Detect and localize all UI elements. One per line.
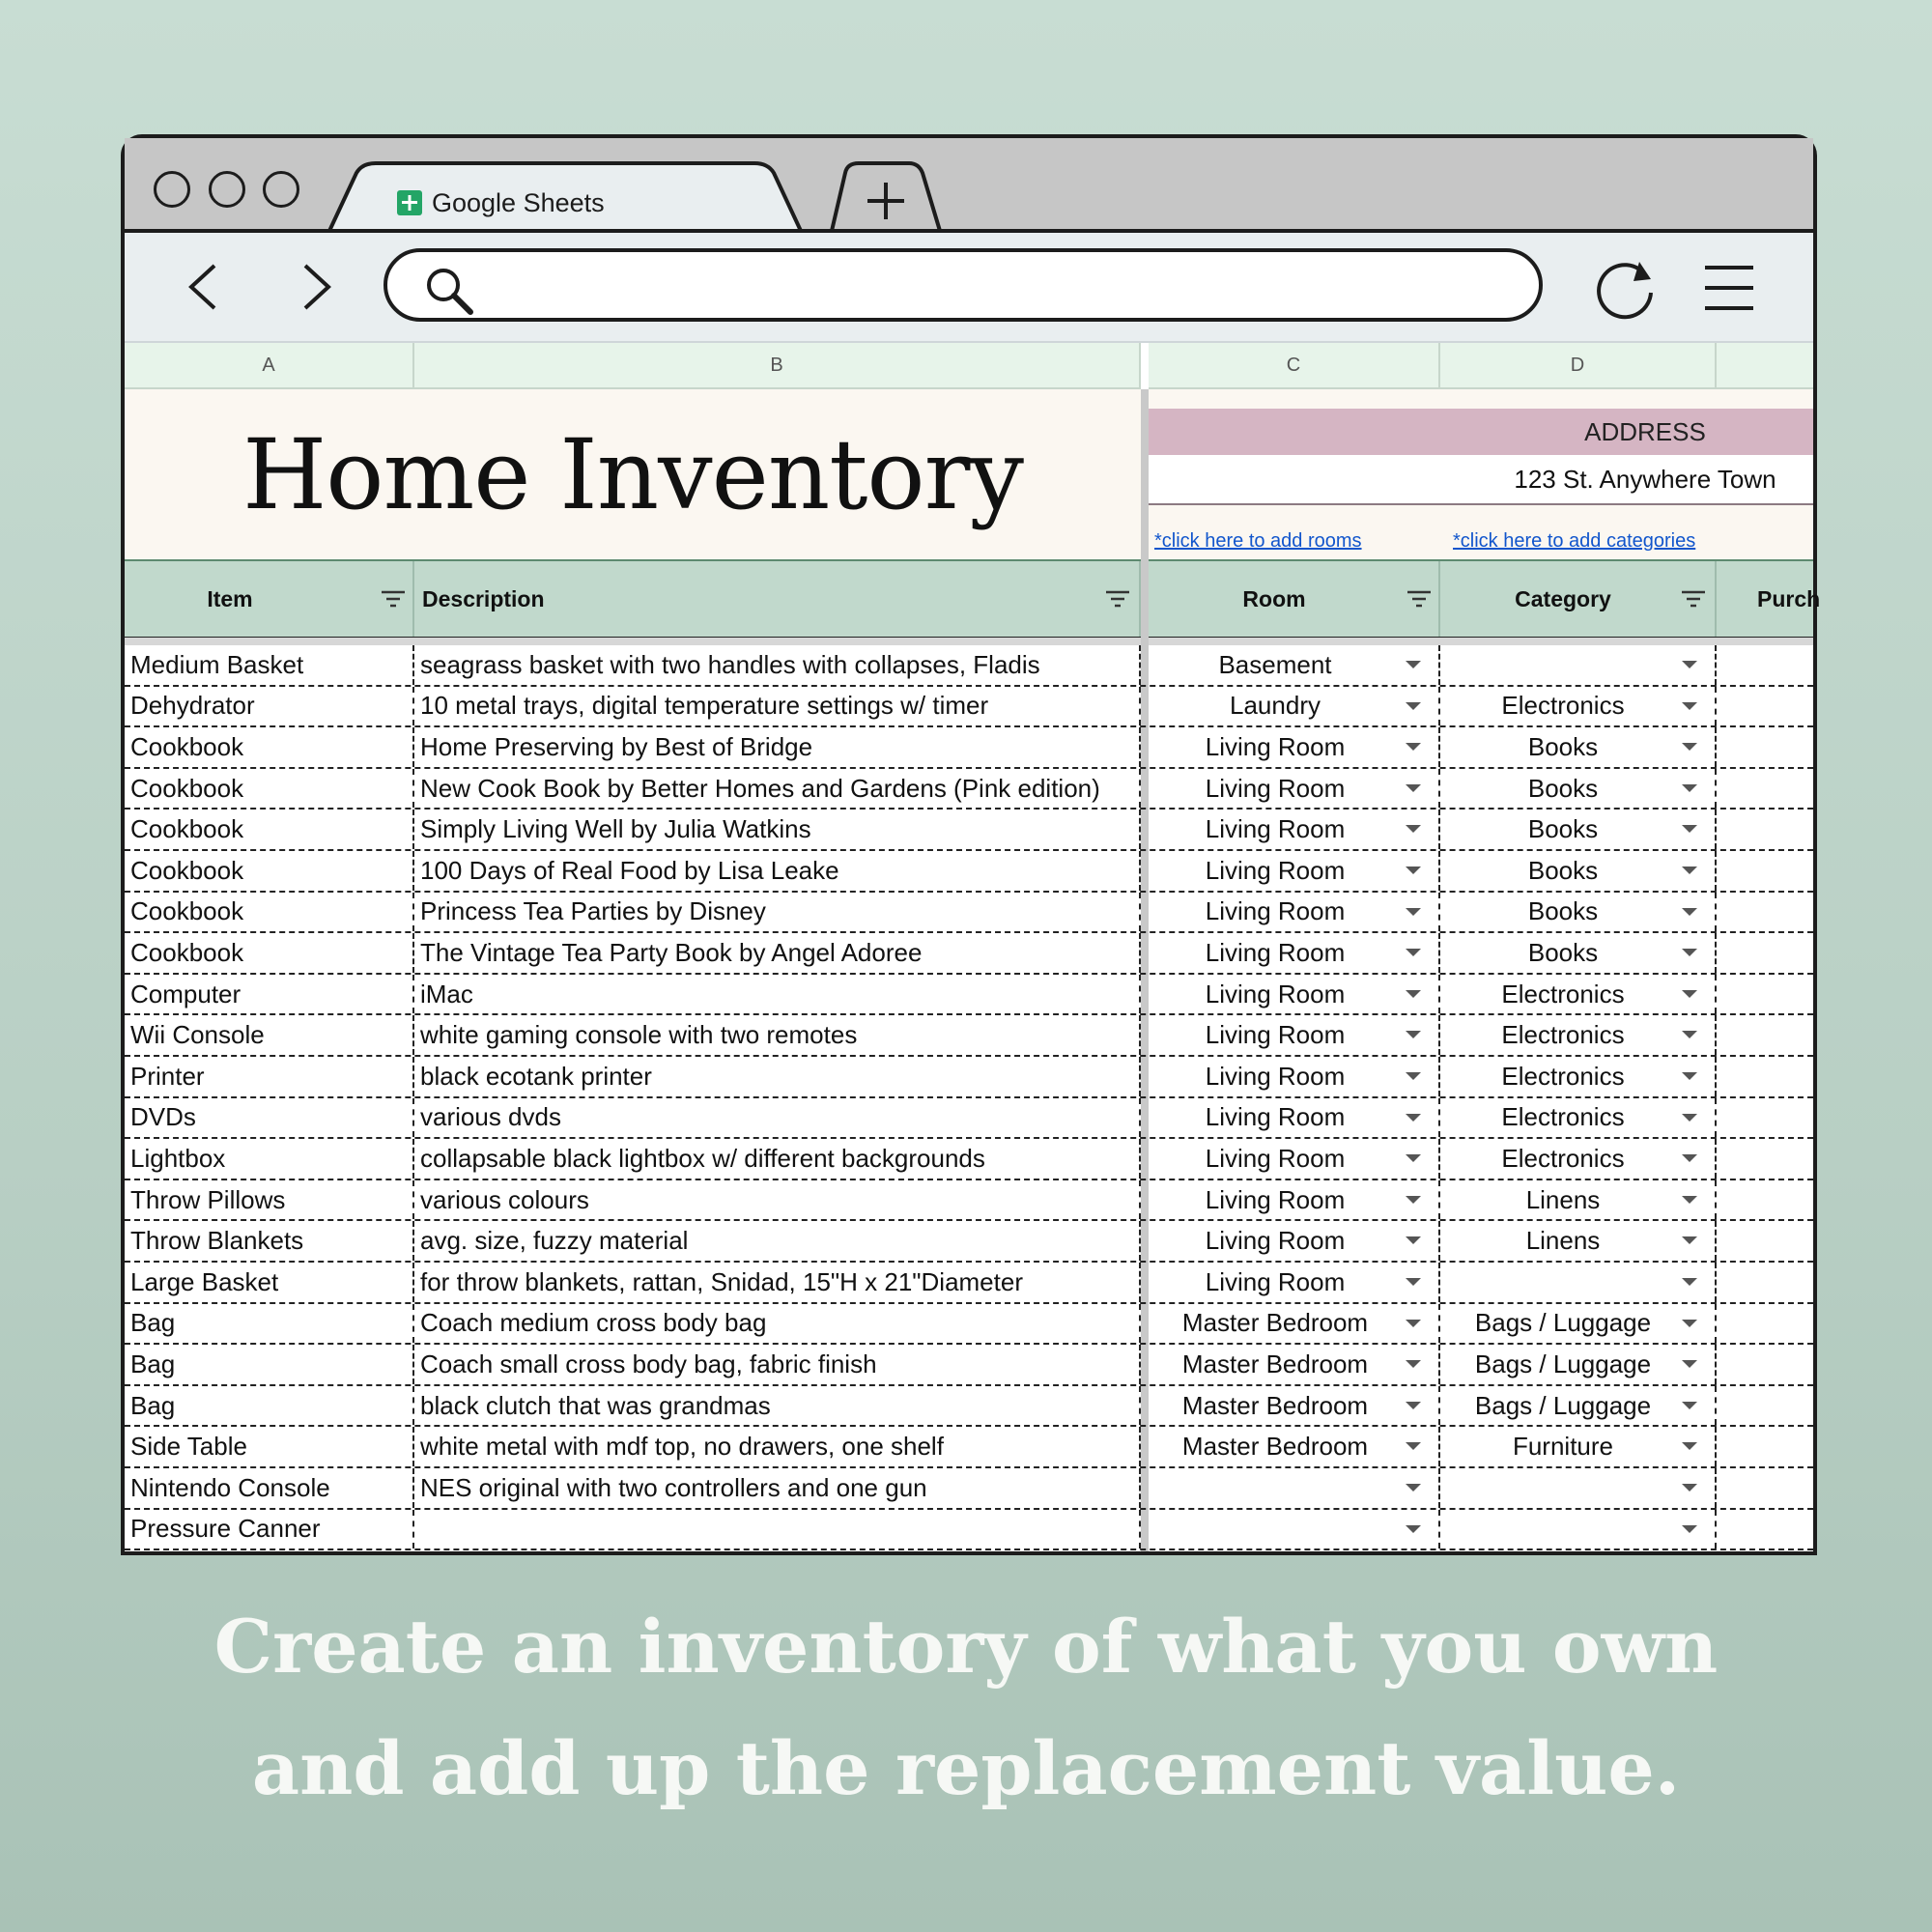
dropdown-caret-icon[interactable] — [1406, 825, 1421, 833]
purchase-cell[interactable] — [1717, 1386, 1813, 1426]
description-cell[interactable]: NES original with two controllers and one gun — [414, 1468, 1141, 1508]
table-row — [125, 687, 1813, 728]
item-cell[interactable]: Large Basket — [125, 1263, 414, 1302]
table-row — [125, 769, 1813, 810]
table-row — [125, 1098, 1813, 1140]
dropdown-caret-icon[interactable] — [1406, 661, 1421, 668]
category-dropdown[interactable]: Linens — [1440, 1221, 1717, 1261]
purchase-cell[interactable] — [1717, 1263, 1813, 1302]
dropdown-caret-icon[interactable] — [1406, 1154, 1421, 1162]
category-dropdown[interactable]: Bags / Luggage — [1440, 1386, 1717, 1426]
dropdown-caret-icon[interactable] — [1682, 743, 1697, 751]
category-dropdown[interactable]: Books — [1440, 851, 1717, 891]
room-dropdown[interactable]: Living Room — [1149, 893, 1440, 932]
purchase-cell[interactable] — [1717, 645, 1813, 685]
dropdown-caret-icon[interactable] — [1682, 784, 1697, 792]
purchase-cell[interactable] — [1717, 933, 1813, 973]
item-cell[interactable]: Printer — [125, 1057, 414, 1096]
menu-icon[interactable] — [1701, 260, 1757, 316]
description-cell[interactable]: white metal with mdf top, no drawers, one shelf — [414, 1427, 1141, 1466]
dropdown-caret-icon[interactable] — [1406, 702, 1421, 710]
purchase-cell[interactable] — [1717, 893, 1813, 932]
table-row — [125, 810, 1813, 851]
room-dropdown[interactable] — [1149, 1510, 1440, 1549]
description-cell[interactable]: white gaming console with two remotes — [414, 1015, 1141, 1055]
address-block — [1149, 389, 1813, 559]
purchase-cell[interactable] — [1717, 1304, 1813, 1344]
category-dropdown[interactable]: Bags / Luggage — [1440, 1345, 1717, 1384]
tagline-line-1: Create an inventory of what you own — [213, 1604, 1719, 1690]
dropdown-caret-icon[interactable] — [1682, 949, 1697, 956]
address-label: ADDRESS — [1584, 416, 1706, 446]
back-arrow-icon[interactable] — [178, 256, 236, 318]
table-header-row — [125, 559, 1821, 639]
description-cell[interactable] — [414, 1510, 1141, 1549]
purchase-cell[interactable] — [1717, 727, 1813, 767]
header-purchase[interactable] — [1717, 561, 1821, 637]
spreadsheet — [125, 343, 1821, 1551]
table-row — [125, 1345, 1813, 1386]
room-dropdown[interactable]: Living Room — [1149, 1015, 1440, 1055]
item-cell[interactable]: Bag — [125, 1304, 414, 1344]
category-dropdown[interactable]: Books — [1440, 893, 1717, 932]
dropdown-caret-icon[interactable] — [1682, 825, 1697, 833]
description-cell[interactable]: Home Preserving by Best of Bridge — [414, 727, 1141, 767]
reload-icon[interactable] — [1591, 254, 1659, 322]
item-cell[interactable]: Cookbook — [125, 893, 414, 932]
table-row — [125, 893, 1813, 934]
add-rooms-link[interactable]: *click here to add rooms — [1154, 530, 1362, 552]
room-dropdown[interactable]: Living Room — [1149, 1057, 1440, 1096]
purchase-cell[interactable] — [1717, 1427, 1813, 1466]
table-row — [125, 1015, 1813, 1057]
room-dropdown[interactable]: Living Room — [1149, 1263, 1440, 1302]
table-row — [125, 1180, 1813, 1222]
table-row — [125, 1510, 1813, 1551]
description-cell[interactable]: iMac — [414, 975, 1141, 1014]
dropdown-caret-icon[interactable] — [1406, 1114, 1421, 1122]
dropdown-caret-icon[interactable] — [1406, 990, 1421, 998]
window-control-close[interactable] — [154, 171, 190, 208]
header-description-label: Description — [422, 585, 545, 611]
header-item[interactable] — [125, 561, 414, 637]
new-tab-button[interactable] — [828, 161, 944, 233]
header-description[interactable] — [414, 561, 1141, 637]
dropdown-caret-icon[interactable] — [1682, 1196, 1697, 1204]
dropdown-caret-icon[interactable] — [1682, 1236, 1697, 1244]
purchase-cell[interactable] — [1717, 810, 1813, 849]
room-dropdown[interactable]: Living Room — [1149, 727, 1440, 767]
item-cell[interactable]: Throw Blankets — [125, 1221, 414, 1261]
item-cell[interactable]: Throw Pillows — [125, 1180, 414, 1220]
room-dropdown[interactable]: Living Room — [1149, 769, 1440, 809]
room-dropdown[interactable]: Living Room — [1149, 1221, 1440, 1261]
description-cell[interactable]: Princess Tea Parties by Disney — [414, 893, 1141, 932]
item-cell[interactable]: Cookbook — [125, 810, 414, 849]
category-dropdown[interactable]: Electronics — [1440, 1015, 1717, 1055]
dropdown-caret-icon[interactable] — [1406, 867, 1421, 874]
room-dropdown[interactable]: Living Room — [1149, 851, 1440, 891]
purchase-cell[interactable] — [1717, 1098, 1813, 1138]
sheets-icon — [397, 190, 422, 215]
dropdown-caret-icon[interactable] — [1406, 1402, 1421, 1409]
column-header-b[interactable]: B — [414, 343, 1141, 389]
table-row — [125, 1386, 1813, 1428]
category-dropdown[interactable] — [1440, 1468, 1717, 1508]
room-dropdown[interactable]: Laundry — [1149, 687, 1440, 726]
dropdown-caret-icon[interactable] — [1406, 743, 1421, 751]
category-dropdown[interactable] — [1440, 1263, 1717, 1302]
purchase-cell[interactable] — [1717, 769, 1813, 809]
dropdown-caret-icon[interactable] — [1406, 1525, 1421, 1533]
plus-icon — [867, 183, 904, 219]
room-dropdown[interactable] — [1149, 1468, 1440, 1508]
dropdown-caret-icon[interactable] — [1682, 661, 1697, 668]
dropdown-caret-icon[interactable] — [1682, 702, 1697, 710]
header-item-label: Item — [207, 585, 253, 611]
header-category-label: Category — [1515, 585, 1611, 611]
dropdown-caret-icon[interactable] — [1682, 1154, 1697, 1162]
description-cell[interactable]: seagrass basket with two handles with collapses, Fladis — [414, 645, 1141, 685]
filter-icon[interactable] — [1104, 588, 1131, 610]
page-title: Home Inventory — [242, 417, 1023, 531]
browser-window — [121, 134, 1821, 1555]
header-category[interactable] — [1440, 561, 1717, 637]
description-cell[interactable]: New Cook Book by Better Homes and Gardens (Pink edition) — [414, 769, 1141, 809]
browser-toolbar — [125, 233, 1813, 343]
dropdown-caret-icon[interactable] — [1682, 1320, 1697, 1327]
dropdown-caret-icon[interactable] — [1406, 1196, 1421, 1204]
description-cell[interactable]: 100 Days of Real Food by Lisa Leake — [414, 851, 1141, 891]
description-cell[interactable]: collapsable black lightbox w/ different backgrounds — [414, 1139, 1141, 1179]
tab-bar — [125, 138, 1813, 233]
table-row — [125, 933, 1813, 975]
header-gap — [125, 638, 1813, 645]
column-header-d[interactable]: D — [1440, 343, 1717, 389]
description-cell[interactable]: for throw blankets, rattan, Snidad, 15"H x 21"Diameter — [414, 1263, 1141, 1302]
window-control-maximize[interactable] — [263, 171, 299, 208]
dropdown-caret-icon[interactable] — [1406, 1320, 1421, 1327]
item-cell[interactable]: Bag — [125, 1345, 414, 1384]
description-cell[interactable]: various colours — [414, 1180, 1141, 1220]
room-dropdown[interactable]: Master Bedroom — [1149, 1427, 1440, 1466]
room-dropdown[interactable]: Living Room — [1149, 975, 1440, 1014]
category-dropdown[interactable] — [1440, 645, 1717, 685]
dropdown-caret-icon[interactable] — [1406, 1360, 1421, 1368]
dropdown-caret-icon[interactable] — [1406, 1072, 1421, 1080]
item-cell[interactable]: Medium Basket — [125, 645, 414, 685]
dropdown-caret-icon[interactable] — [1406, 1442, 1421, 1450]
description-cell[interactable]: 10 metal trays, digital temperature settings w/ timer — [414, 687, 1141, 726]
description-cell[interactable]: avg. size, fuzzy material — [414, 1221, 1141, 1261]
description-cell[interactable]: The Vintage Tea Party Book by Angel Adoree — [414, 933, 1141, 973]
tagline-line-2: and add up the replacement value. — [251, 1725, 1681, 1811]
table-row — [125, 645, 1813, 687]
header-room[interactable] — [1149, 561, 1440, 637]
purchase-cell[interactable] — [1717, 975, 1813, 1014]
item-cell[interactable]: Wii Console — [125, 1015, 414, 1055]
room-dropdown[interactable]: Master Bedroom — [1149, 1386, 1440, 1426]
header-purchase-label: Purch — [1757, 585, 1821, 611]
room-dropdown[interactable]: Basement — [1149, 645, 1440, 685]
dropdown-caret-icon[interactable] — [1682, 990, 1697, 998]
purchase-cell[interactable] — [1717, 1468, 1813, 1508]
room-dropdown[interactable]: Living Room — [1149, 810, 1440, 849]
purchase-cell[interactable] — [1717, 1015, 1813, 1055]
dropdown-caret-icon[interactable] — [1682, 1072, 1697, 1080]
dropdown-caret-icon[interactable] — [1682, 908, 1697, 916]
purchase-cell[interactable] — [1717, 851, 1813, 891]
dropdown-caret-icon[interactable] — [1682, 1114, 1697, 1122]
add-categories-link[interactable]: *click here to add categories — [1453, 530, 1696, 552]
item-cell[interactable]: Nintendo Console — [125, 1468, 414, 1508]
dropdown-caret-icon[interactable] — [1682, 1360, 1697, 1368]
category-dropdown[interactable]: Books — [1440, 810, 1717, 849]
dropdown-caret-icon[interactable] — [1406, 1484, 1421, 1492]
table-row — [125, 1139, 1813, 1180]
category-dropdown[interactable]: Bags / Luggage — [1440, 1304, 1717, 1344]
category-dropdown[interactable] — [1440, 1510, 1717, 1549]
window-control-minimize[interactable] — [209, 171, 245, 208]
purchase-cell[interactable] — [1717, 1057, 1813, 1096]
purchase-cell[interactable] — [1717, 1345, 1813, 1384]
category-dropdown[interactable]: Furniture — [1440, 1427, 1717, 1466]
address-bar[interactable] — [384, 248, 1543, 322]
room-dropdown[interactable]: Living Room — [1149, 1139, 1440, 1179]
header-room-label: Room — [1242, 585, 1306, 611]
item-cell[interactable]: Lightbox — [125, 1139, 414, 1179]
dropdown-caret-icon[interactable] — [1406, 949, 1421, 956]
dropdown-caret-icon[interactable] — [1682, 1484, 1697, 1492]
description-cell[interactable]: Coach small cross body bag, fabric finish — [414, 1345, 1141, 1384]
item-cell[interactable]: Cookbook — [125, 933, 414, 973]
item-cell[interactable]: Cookbook — [125, 851, 414, 891]
category-dropdown[interactable]: Books — [1440, 933, 1717, 973]
table-row — [125, 1263, 1813, 1304]
table-row — [125, 975, 1813, 1016]
table-row — [125, 1221, 1813, 1263]
category-dropdown[interactable]: Books — [1440, 769, 1717, 809]
table-row — [125, 1057, 1813, 1098]
item-cell[interactable]: Cookbook — [125, 727, 414, 767]
dropdown-caret-icon[interactable] — [1682, 1442, 1697, 1450]
description-cell[interactable]: various dvds — [414, 1098, 1141, 1138]
filter-icon[interactable] — [1680, 588, 1707, 610]
column-header-e[interactable] — [1717, 343, 1813, 389]
search-icon — [422, 264, 476, 318]
item-cell[interactable]: Dehydrator — [125, 687, 414, 726]
category-dropdown[interactable]: Books — [1440, 727, 1717, 767]
purchase-cell[interactable] — [1717, 1180, 1813, 1220]
dropdown-caret-icon[interactable] — [1406, 908, 1421, 916]
purchase-cell[interactable] — [1717, 1510, 1813, 1549]
category-dropdown[interactable]: Electronics — [1440, 1057, 1717, 1096]
table-row — [125, 727, 1813, 769]
column-header-c[interactable]: C — [1149, 343, 1440, 389]
item-cell[interactable]: Side Table — [125, 1427, 414, 1466]
purchase-cell[interactable] — [1717, 687, 1813, 726]
table-row — [125, 1468, 1813, 1510]
category-dropdown[interactable]: Electronics — [1440, 1098, 1717, 1138]
dropdown-caret-icon[interactable] — [1682, 1031, 1697, 1038]
dropdown-caret-icon[interactable] — [1406, 1236, 1421, 1244]
table-row — [125, 851, 1813, 893]
description-cell[interactable]: black clutch that was grandmas — [414, 1386, 1141, 1426]
address-value: 123 St. Anywhere Town — [1514, 464, 1776, 494]
purchase-cell[interactable] — [1717, 1139, 1813, 1179]
room-dropdown[interactable]: Living Room — [1149, 1098, 1440, 1138]
item-cell[interactable]: Cookbook — [125, 769, 414, 809]
dropdown-caret-icon[interactable] — [1406, 784, 1421, 792]
description-cell[interactable]: black ecotank printer — [414, 1057, 1141, 1096]
item-cell[interactable]: Computer — [125, 975, 414, 1014]
table-row — [125, 1427, 1813, 1468]
dropdown-caret-icon[interactable] — [1406, 1031, 1421, 1038]
room-dropdown[interactable]: Living Room — [1149, 933, 1440, 973]
category-dropdown[interactable]: Electronics — [1440, 1139, 1717, 1179]
tab-title: Google Sheets — [432, 188, 605, 217]
description-cell[interactable]: Coach medium cross body bag — [414, 1304, 1141, 1344]
room-dropdown[interactable]: Living Room — [1149, 1180, 1440, 1220]
dropdown-caret-icon[interactable] — [1682, 867, 1697, 874]
item-cell[interactable]: Pressure Canner — [125, 1510, 414, 1549]
category-dropdown[interactable]: Electronics — [1440, 975, 1717, 1014]
forward-arrow-icon[interactable] — [284, 256, 342, 318]
category-dropdown[interactable]: Electronics — [1440, 687, 1717, 726]
table-row — [125, 1304, 1813, 1346]
description-cell[interactable]: Simply Living Well by Julia Watkins — [414, 810, 1141, 849]
dropdown-caret-icon[interactable] — [1682, 1525, 1697, 1533]
address-value-cell[interactable] — [1149, 455, 1813, 505]
filter-icon[interactable] — [380, 588, 407, 610]
room-dropdown[interactable]: Master Bedroom — [1149, 1304, 1440, 1344]
filter-icon[interactable] — [1406, 588, 1433, 610]
address-label-cell[interactable] — [1149, 409, 1813, 455]
item-cell[interactable]: Bag — [125, 1386, 414, 1426]
category-dropdown[interactable]: Linens — [1440, 1180, 1717, 1220]
purchase-cell[interactable] — [1717, 1221, 1813, 1261]
dropdown-caret-icon[interactable] — [1682, 1402, 1697, 1409]
title-cell[interactable] — [125, 389, 1141, 559]
dropdown-caret-icon[interactable] — [1406, 1278, 1421, 1286]
column-header-a[interactable]: A — [125, 343, 414, 389]
item-cell[interactable]: DVDs — [125, 1098, 414, 1138]
dropdown-caret-icon[interactable] — [1682, 1278, 1697, 1286]
room-dropdown[interactable]: Master Bedroom — [1149, 1345, 1440, 1384]
